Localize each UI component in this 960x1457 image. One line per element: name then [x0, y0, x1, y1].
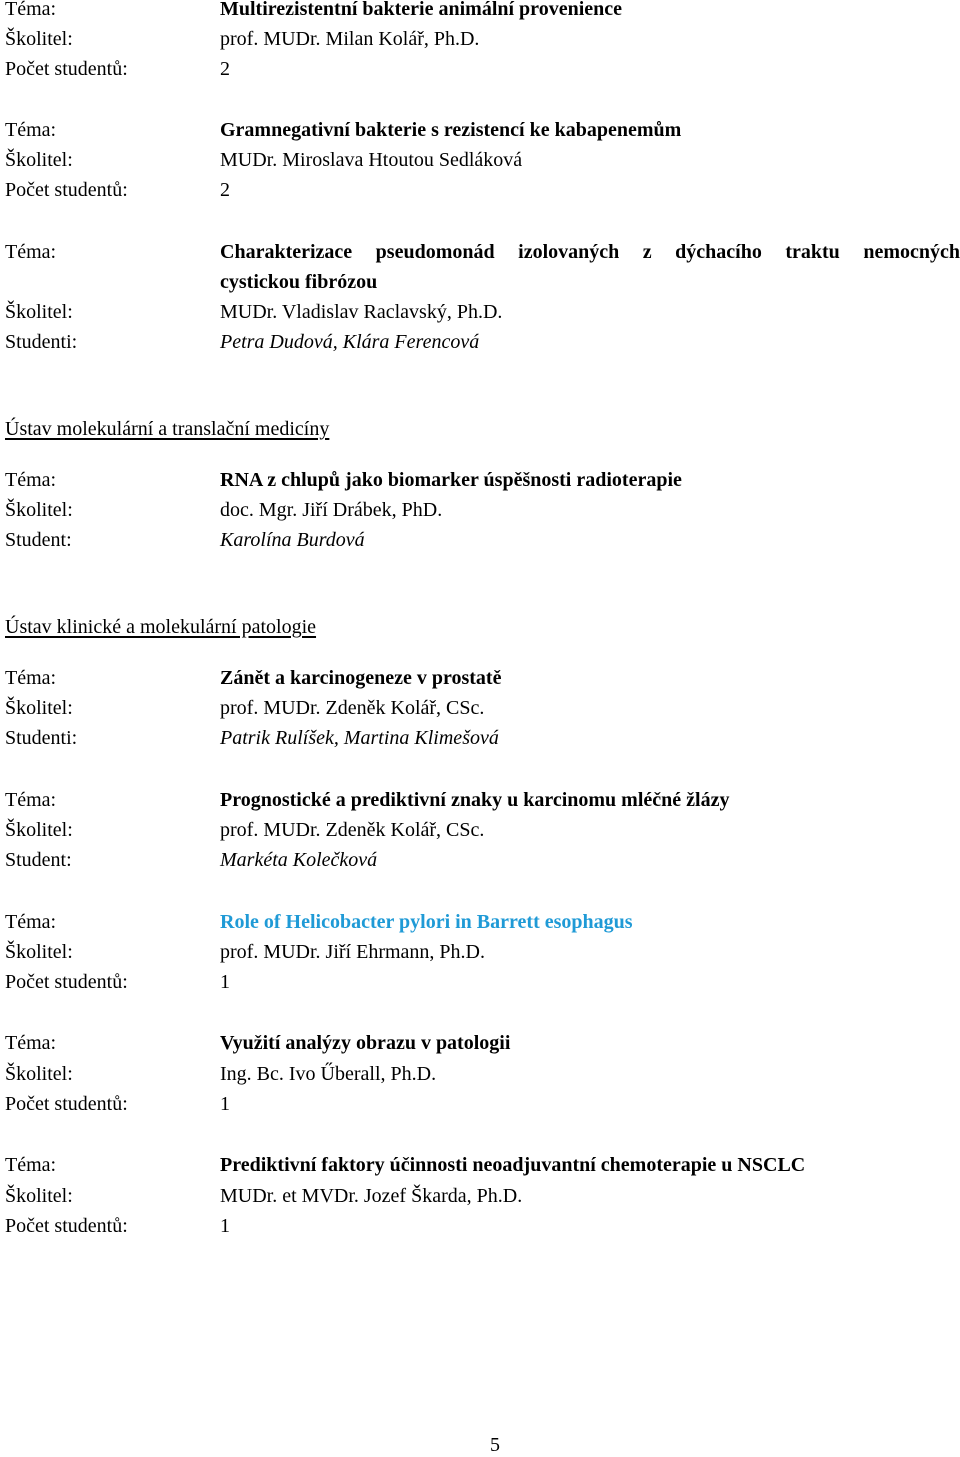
student-name: Karolína Burdová [220, 529, 365, 551]
student-count-label: Počet studentů: [5, 179, 128, 201]
supervisor-label: Školitel: [5, 941, 73, 963]
topic-title: RNA z chlupů jako biomarker úspěšnosti radioterapie [220, 469, 682, 491]
student-name: Markéta Kolečková [220, 849, 378, 871]
students-label: Studenti: [5, 727, 78, 749]
student-label: Student: [5, 849, 72, 871]
entry-student-row [5, 525, 960, 555]
supervisor-name: prof. MUDr. Milan Kolář, Ph.D. [220, 28, 480, 50]
page-number: 5 [490, 1434, 500, 1456]
entry-topic-row [5, 907, 960, 937]
student-count-label: Počet studentů: [5, 971, 128, 993]
entry-supervisor-row [5, 937, 960, 967]
entry-supervisor-row [5, 815, 960, 845]
student-count-value: 1 [220, 1215, 230, 1237]
supervisor-name: prof. MUDr. Jiří Ehrmann, Ph.D. [220, 941, 485, 963]
topic-label: Téma: [5, 667, 57, 689]
supervisor-label: Školitel: [5, 697, 73, 719]
entry-count-row [5, 175, 960, 205]
topic-title-continuation: cystickou fibrózou [220, 271, 378, 293]
student-count-label: Počet studentů: [5, 58, 128, 80]
entry-topic-row [5, 115, 960, 145]
entry-supervisor-row [5, 24, 960, 54]
topic-label: Téma: [5, 0, 57, 20]
student-count-value: 1 [220, 1093, 230, 1115]
topic-label: Téma: [5, 241, 57, 263]
entry-topic-row [5, 663, 960, 693]
topic-title: Gramnegativní bakterie s rezistencí ke kabapenemům [220, 119, 682, 141]
supervisor-label: Školitel: [5, 1063, 73, 1085]
entry-count-row [5, 967, 960, 997]
entry-supervisor-row [5, 495, 960, 525]
section-heading-pathology: Ústav klinické a molekulární patologie [5, 616, 317, 638]
entry-count-row [5, 1089, 960, 1119]
topic-title-link[interactable]: Role of Helicobacter pylori in Barrett esophagus [220, 911, 633, 933]
entry-students-row [5, 327, 960, 357]
supervisor-name: MUDr. Vladislav Raclavský, Ph.D. [220, 301, 503, 323]
entry-student-row [5, 845, 960, 875]
supervisor-label: Školitel: [5, 1185, 73, 1207]
topic-label: Téma: [5, 119, 57, 141]
entry-topic-row [5, 785, 960, 815]
student-count-value: 2 [220, 179, 230, 201]
topic-title: Využití analýzy obrazu v patologii [220, 1032, 511, 1054]
supervisor-name: MUDr. Miroslava Htoutou Sedláková [220, 149, 523, 171]
supervisor-name: MUDr. et MVDr. Jozef Škarda, Ph.D. [220, 1185, 523, 1207]
entry-count-row [5, 54, 960, 84]
supervisor-name: prof. MUDr. Zdeněk Kolář, CSc. [220, 697, 485, 719]
student-count-label: Počet studentů: [5, 1215, 128, 1237]
topic-label: Téma: [5, 911, 57, 933]
supervisor-label: Školitel: [5, 301, 73, 323]
supervisor-name: prof. MUDr. Zdeněk Kolář, CSc. [220, 819, 485, 841]
supervisor-label: Školitel: [5, 28, 73, 50]
entry-supervisor-row [5, 1181, 960, 1211]
entry-topic-row [5, 237, 960, 267]
topic-title: Multirezistentní bakterie animální provenience [220, 0, 623, 20]
entry-topic-row [5, 1028, 960, 1058]
entry-supervisor-row [5, 693, 960, 723]
topic-title: Prediktivní faktory účinnosti neoadjuvantní chemoterapie u NSCLC [220, 1154, 806, 1176]
entry-topic-row [5, 465, 960, 495]
student-count-value: 2 [220, 58, 230, 80]
entry-supervisor-row [5, 145, 960, 175]
supervisor-label: Školitel: [5, 499, 73, 521]
students-label: Studenti: [5, 331, 78, 353]
student-count-value: 1 [220, 971, 230, 993]
topic-label: Téma: [5, 1154, 57, 1176]
entry-supervisor-row [5, 1059, 960, 1089]
entry-count-row [5, 1211, 960, 1241]
topic-title: Zánět a karcinogeneze v prostatě [220, 667, 502, 689]
entry-topic-row [5, 1150, 960, 1180]
students-names: Patrik Rulíšek, Martina Klimešová [220, 727, 499, 749]
supervisor-label: Školitel: [5, 149, 73, 171]
students-names: Petra Dudová, Klára Ferencová [220, 331, 480, 353]
topic-label: Téma: [5, 789, 57, 811]
student-label: Student: [5, 529, 72, 551]
supervisor-name: Ing. Bc. Ivo Űberall, Ph.D. [220, 1063, 437, 1085]
topic-label: Téma: [5, 469, 57, 491]
entry-students-row [5, 723, 960, 753]
entry-topic-continuation-row [5, 267, 960, 297]
topic-title: Prognostické a prediktivní znaky u karcinomu mléčné žlázy [220, 789, 730, 811]
student-count-label: Počet studentů: [5, 1093, 128, 1115]
supervisor-label: Školitel: [5, 819, 73, 841]
topic-label: Téma: [5, 1032, 57, 1054]
topic-title: Charakterizace pseudomonád izolovaných z dýchacího traktu nemocných [220, 241, 960, 263]
supervisor-name: doc. Mgr. Jiří Drábek, PhD. [220, 499, 443, 521]
section-heading-molecular: Ústav molekulární a translační medicíny [5, 418, 330, 440]
entry-supervisor-row [5, 297, 960, 327]
entry-topic-row [5, 0, 960, 24]
